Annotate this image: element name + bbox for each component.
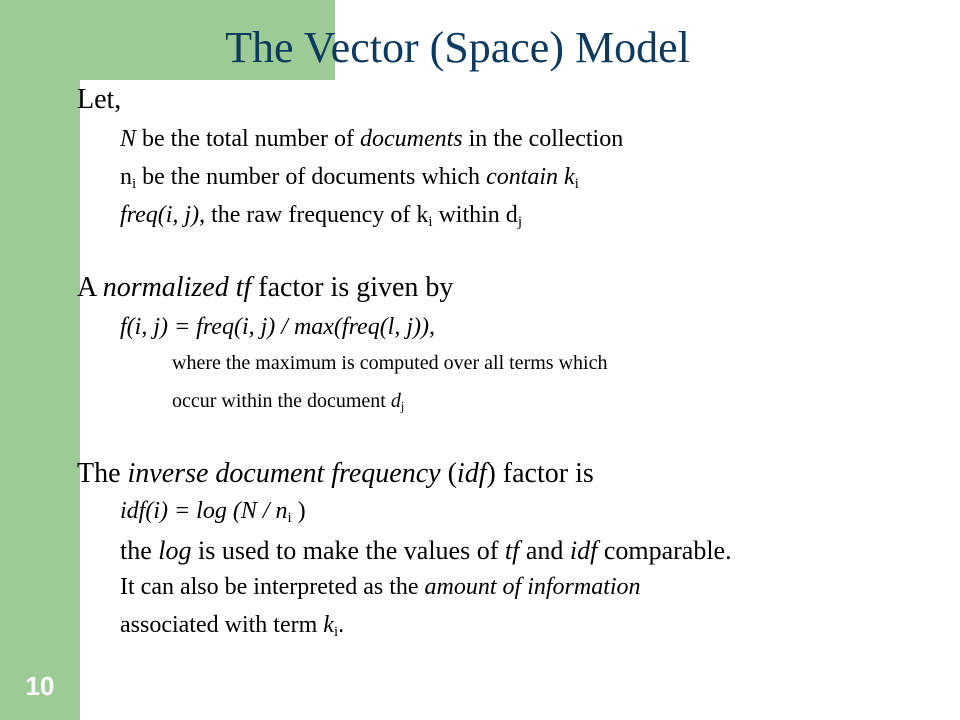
page-number: 10 — [25, 671, 55, 701]
idf-heading: The inverse document frequency (idf) factor is — [77, 458, 594, 489]
tf-formula: f(i, j) = freq(i, j) / max(freq(l, j)), — [120, 314, 435, 340]
definition-freq: freq(i, j), the raw frequency of $k_i$ within $d_j$ — [120, 202, 522, 231]
slide-title: The Vector (Space) Model — [225, 23, 690, 72]
tf-heading: A normalized tf factor is given by — [77, 272, 454, 303]
definition-N: N be the total number of documents in the collection — [120, 126, 624, 152]
tf-note-line-2: occur within the document $d_j$ — [172, 390, 405, 414]
left-accent-band — [0, 0, 80, 720]
idf-formula: $idf(i) = \log (N / n_i$ ) — [120, 498, 306, 527]
idf-explanation-line-3: associated with term $k_i$. — [120, 612, 345, 641]
idf-explanation-line-2: It can also be interpreted as the amount of information — [120, 574, 641, 600]
tf-note-line-1: where the maximum is computed over all terms which — [172, 352, 608, 374]
let-heading: Let, — [77, 84, 122, 115]
definition-ni: $n_i$ be the number of documents which contain $k_i$ — [120, 164, 579, 193]
idf-explanation-line-1: the log is used to make the values of tf and idf comparable. — [120, 536, 732, 565]
